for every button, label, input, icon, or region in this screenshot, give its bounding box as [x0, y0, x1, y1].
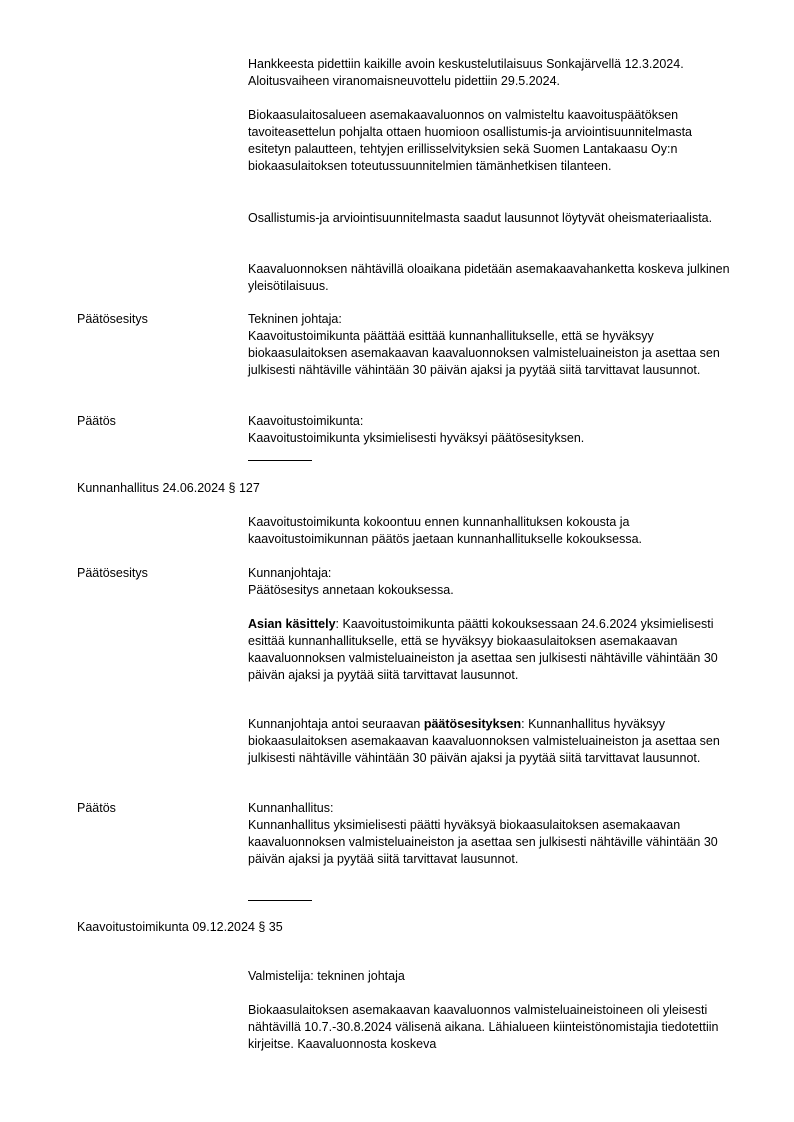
proposal-author-2: Kunnanjohtaja: — [248, 566, 332, 580]
preparer-line: Valmistelija: tekninen johtaja — [248, 969, 405, 983]
decision-block-2 — [248, 800, 738, 868]
section2-intro: Kaavoitustoimikunta kokoontuu ennen kunnanhallituksen kokousta ja kaavoitustoimikunnan päätös jaetaan kunnanhallitukselle kokouksessa. — [248, 515, 643, 546]
proposal-block-1 — [248, 311, 738, 379]
mayor-bold-term: päätösesityksen — [423, 717, 522, 731]
proposal-label-2: Päätösesitys — [77, 566, 148, 580]
mayor-text-pre: Kunnanjohtaja antoi seuraavan — [248, 717, 424, 731]
intro-paragraph-3: Osallistumis-ja arviointisuunnitelmasta saadut lausunnot löytyvät oheismateriaalista. — [248, 211, 713, 225]
proposal-block-2 — [248, 565, 738, 599]
decision-text-2: Kunnanhallitus yksimielisesti päätti hyväksyä biokaasulaitoksen asemakaavan kaavaluonnoksen valmisteluaineiston ja asettaa sen julkisesti nähtäville vähintään 30 päivän ajaksi ja pyytää siitä tarvittavat lausunnot. — [248, 818, 718, 866]
section-heading-kunnanhallitus: Kunnanhallitus 24.06.2024 § 127 — [77, 481, 260, 495]
handling-bold-label: Asian käsittely — [248, 617, 336, 631]
mayor-text-post: : Kunnanhallitus hyväksyy biokaasulaitoksen asemakaavan kaavaluonnoksen valmisteluaineiston ja asettaa sen julkisesti nähtäville vähintään 30 päivän ajaksi ja pyytää siitä tarvittavat lausunnot. — [248, 717, 720, 765]
section3-paragraph: Biokaasulaitoksen asemakaavan kaavaluonnos valmisteluaineistoineen oli yleisesti nähtävillä 10.7.-30.8.2024 välisenä aikana. Lähialueen kiinteistönomistajia tiedotettiin kirjeitse. Kaavaluonnosta koskeva — [248, 1003, 719, 1051]
decision-block-1 — [248, 413, 738, 447]
handling-paragraph — [248, 616, 738, 684]
proposal-author-1: Tekninen johtaja: — [248, 312, 342, 326]
separator-rule-1 — [248, 460, 312, 461]
proposal-label-1: Päätösesitys — [77, 312, 148, 326]
intro-paragraph-2: Biokaasulaitosalueen asemakaavaluonnos on valmisteltu kaavoituspäätöksen tavoiteasettelun pohjalta ottaen huomioon osallistumis-ja arviointisuunnitelmasta esitetyn palautteen, tehtyjen erillisselvityksien sekä Suomen Lantakaasu Oy:n biokaasulaitoksen toteutussuunnitelmien tämänhetkisen tilanteen. — [248, 108, 693, 173]
separator-rule-2 — [248, 900, 312, 901]
proposal-text-1: Kaavoitustoimikunta päättää esittää kunnanhallitukselle, että se hyväksyy biokaasulaitoksen asemakaavan kaavaluonnoksen valmisteluaineiston ja asettaa sen julkisesti nähtäville vähintään 30 päivän ajaksi ja pyytää siitä tarvittavat lausunnot. — [248, 329, 720, 377]
decision-author-2: Kunnanhallitus: — [248, 801, 334, 815]
intro-paragraph-4: Kaavaluonnoksen nähtävillä oloaikana pidetään asemakaavahanketta koskeva julkinen yleisötilaisuus. — [248, 262, 730, 293]
handling-text: : Kaavoitustoimikunta päätti kokouksessaan 24.6.2024 yksimielisesti esittää kunnanhallitukselle, että se hyväksyy biokaasulaitoksen asemakaavan kaavaluonnoksen valmisteluaineiston ja asettaa sen julkisesti nähtäville vähintään 30 päivän ajaksi ja pyytää siitä tarvittavat lausunnot. — [248, 617, 718, 682]
mayor-proposal-paragraph — [248, 716, 738, 767]
decision-text-1: Kaavoitustoimikunta yksimielisesti hyväksyi päätösesityksen. — [248, 431, 585, 445]
intro-paragraph-1: Hankkeesta pidettiin kaikille avoin keskustelutilaisuus Sonkajärvellä 12.3.2024. Aloitusvaiheen viranomaisneuvottelu pidettiin 29.5.2024. — [248, 57, 684, 88]
decision-label-2: Päätös — [77, 801, 116, 815]
proposal-text-2: Päätösesitys annetaan kokouksessa. — [248, 583, 454, 597]
decision-author-1: Kaavoitustoimikunta: — [248, 414, 364, 428]
decision-label-1: Päätös — [77, 414, 116, 428]
section-heading-kaavoitustoimikunta: Kaavoitustoimikunta 09.12.2024 § 35 — [77, 920, 283, 934]
